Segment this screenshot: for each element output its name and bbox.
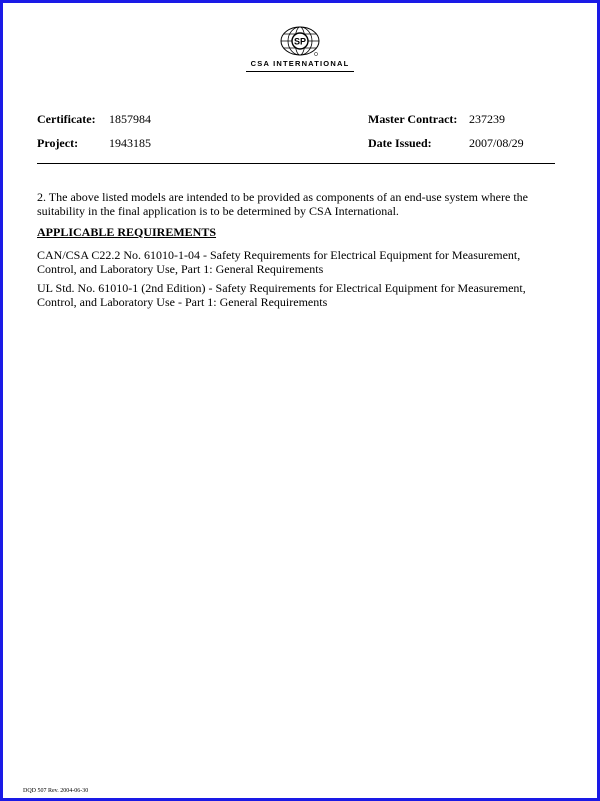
certificate-label: Certificate: [37,112,96,126]
master-contract-label: Master Contract: [368,112,458,126]
requirements-heading: APPLICABLE REQUIREMENTS [37,225,217,239]
master-contract-value: 237239 [469,112,505,126]
csa-logo [3,25,597,72]
requirement-item: CAN/CSA C22.2 No. 61010-1-04 - Safety Requirements for Electrical Equipment for Measurement, Control, and Laboratory Use, Part 1: General Requirements [37,248,521,276]
certificate-value: 1857984 [109,112,151,126]
requirement-item: UL Std. No. 61010-1 (2nd Edition) - Safety Requirements for Electrical Equipment for Measurement, Control, and Laboratory Use - Part 1: General Requirements [37,281,526,309]
svg-text:SP: SP [293,36,307,47]
logo-wordmark: CSA INTERNATIONAL [250,59,350,68]
date-issued-label: Date Issued: [368,136,432,150]
note-paragraph: 2. The above listed models are intended to be provided as components of an end-use system where the suitability in the final application is to be determined by CSA International. [37,190,528,218]
form-id: DQD 507 Rev. 2004-06-30 [23,788,89,794]
logo-underline [246,71,354,72]
project-label: Project: [37,136,79,150]
csa-globe-icon [278,25,322,57]
date-issued-value: 2007/08/29 [469,136,524,150]
divider [37,163,555,164]
project-value: 1943185 [109,136,151,150]
